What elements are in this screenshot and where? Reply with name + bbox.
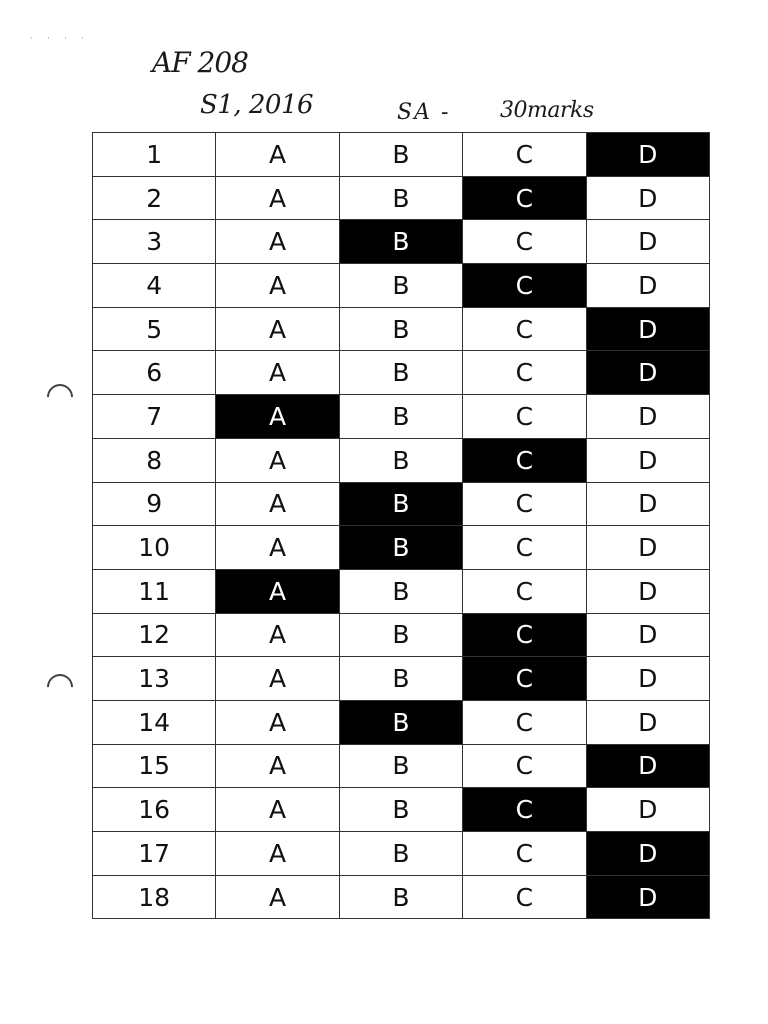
option-cell: B	[339, 569, 462, 613]
option-cell-selected: B	[339, 700, 462, 744]
option-cell-selected: C	[463, 613, 586, 657]
question-number: 2	[93, 176, 216, 220]
option-cell: D	[586, 176, 709, 220]
option-cell: B	[339, 395, 462, 439]
option-cell: C	[463, 395, 586, 439]
option-cell: C	[463, 351, 586, 395]
option-cell: A	[216, 700, 339, 744]
option-cell: A	[216, 744, 339, 788]
question-number: 9	[93, 482, 216, 526]
question-row	[93, 220, 710, 264]
option-cell-selected: D	[586, 307, 709, 351]
question-row	[93, 569, 710, 613]
question-number: 18	[93, 875, 216, 919]
question-row	[93, 700, 710, 744]
question-number: 6	[93, 351, 216, 395]
question-row	[93, 264, 710, 308]
question-number: 10	[93, 526, 216, 570]
option-cell: A	[216, 133, 339, 177]
option-cell: C	[463, 875, 586, 919]
question-number: 17	[93, 832, 216, 876]
option-cell-selected: A	[216, 569, 339, 613]
question-number: 8	[93, 438, 216, 482]
option-cell: A	[216, 220, 339, 264]
question-row	[93, 788, 710, 832]
option-cell: A	[216, 613, 339, 657]
answer-grid-body	[93, 133, 710, 919]
semester-label: S1, 2016	[200, 90, 314, 120]
option-cell: A	[216, 264, 339, 308]
option-cell-selected: B	[339, 220, 462, 264]
option-cell: C	[463, 133, 586, 177]
option-cell-selected: D	[586, 351, 709, 395]
question-number: 3	[93, 220, 216, 264]
option-cell-selected: C	[463, 176, 586, 220]
option-cell: A	[216, 351, 339, 395]
option-cell: D	[586, 220, 709, 264]
option-cell: B	[339, 133, 462, 177]
marks-label: 30marks	[500, 98, 594, 123]
option-cell: D	[586, 482, 709, 526]
option-cell: C	[463, 744, 586, 788]
option-cell: B	[339, 788, 462, 832]
question-number: 5	[93, 307, 216, 351]
option-cell: A	[216, 307, 339, 351]
option-cell: D	[586, 526, 709, 570]
question-row	[93, 657, 710, 701]
option-cell: C	[463, 307, 586, 351]
option-cell: A	[216, 832, 339, 876]
question-number: 11	[93, 569, 216, 613]
option-cell: A	[216, 482, 339, 526]
option-cell: B	[339, 875, 462, 919]
option-cell: B	[339, 307, 462, 351]
option-cell: B	[339, 176, 462, 220]
option-cell: D	[586, 700, 709, 744]
question-number: 7	[93, 395, 216, 439]
question-number: 15	[93, 744, 216, 788]
course-code: AF 208	[152, 46, 248, 79]
punch-hole-mark	[42, 669, 79, 706]
question-number: 4	[93, 264, 216, 308]
option-cell: D	[586, 788, 709, 832]
option-cell: C	[463, 526, 586, 570]
option-cell: D	[586, 657, 709, 701]
option-cell-selected: D	[586, 744, 709, 788]
question-number: 12	[93, 613, 216, 657]
option-cell: A	[216, 526, 339, 570]
option-cell: A	[216, 438, 339, 482]
option-cell-selected: C	[463, 264, 586, 308]
option-cell: C	[463, 832, 586, 876]
question-row	[93, 613, 710, 657]
punch-hole-mark	[42, 379, 79, 416]
answer-grid	[92, 132, 710, 919]
option-cell: B	[339, 832, 462, 876]
option-cell-selected: D	[586, 875, 709, 919]
question-row	[93, 395, 710, 439]
option-cell-selected: C	[463, 438, 586, 482]
option-cell: B	[339, 438, 462, 482]
option-cell: C	[463, 700, 586, 744]
option-cell: B	[339, 351, 462, 395]
option-cell-selected: D	[586, 133, 709, 177]
question-number: 1	[93, 133, 216, 177]
option-cell: D	[586, 395, 709, 439]
option-cell: A	[216, 176, 339, 220]
option-cell: D	[586, 438, 709, 482]
option-cell: B	[339, 613, 462, 657]
question-row	[93, 744, 710, 788]
option-cell: A	[216, 657, 339, 701]
option-cell: C	[463, 569, 586, 613]
option-cell-selected: C	[463, 788, 586, 832]
question-row	[93, 133, 710, 177]
option-cell: A	[216, 788, 339, 832]
option-cell-selected: B	[339, 482, 462, 526]
scan-specks: · · · ·	[30, 34, 90, 43]
question-row	[93, 482, 710, 526]
option-cell: B	[339, 264, 462, 308]
option-cell: D	[586, 264, 709, 308]
option-cell-selected: A	[216, 395, 339, 439]
question-row	[93, 526, 710, 570]
question-row	[93, 875, 710, 919]
option-cell: C	[463, 220, 586, 264]
option-cell: A	[216, 875, 339, 919]
option-cell: D	[586, 569, 709, 613]
section-label: SA -	[397, 100, 451, 125]
question-row	[93, 176, 710, 220]
question-number: 13	[93, 657, 216, 701]
question-row	[93, 351, 710, 395]
option-cell-selected: D	[586, 832, 709, 876]
question-row	[93, 438, 710, 482]
option-cell-selected: C	[463, 657, 586, 701]
option-cell-selected: B	[339, 526, 462, 570]
question-number: 14	[93, 700, 216, 744]
question-number: 16	[93, 788, 216, 832]
question-row	[93, 307, 710, 351]
option-cell: D	[586, 613, 709, 657]
option-cell: C	[463, 482, 586, 526]
option-cell: B	[339, 744, 462, 788]
option-cell: B	[339, 657, 462, 701]
question-row	[93, 832, 710, 876]
